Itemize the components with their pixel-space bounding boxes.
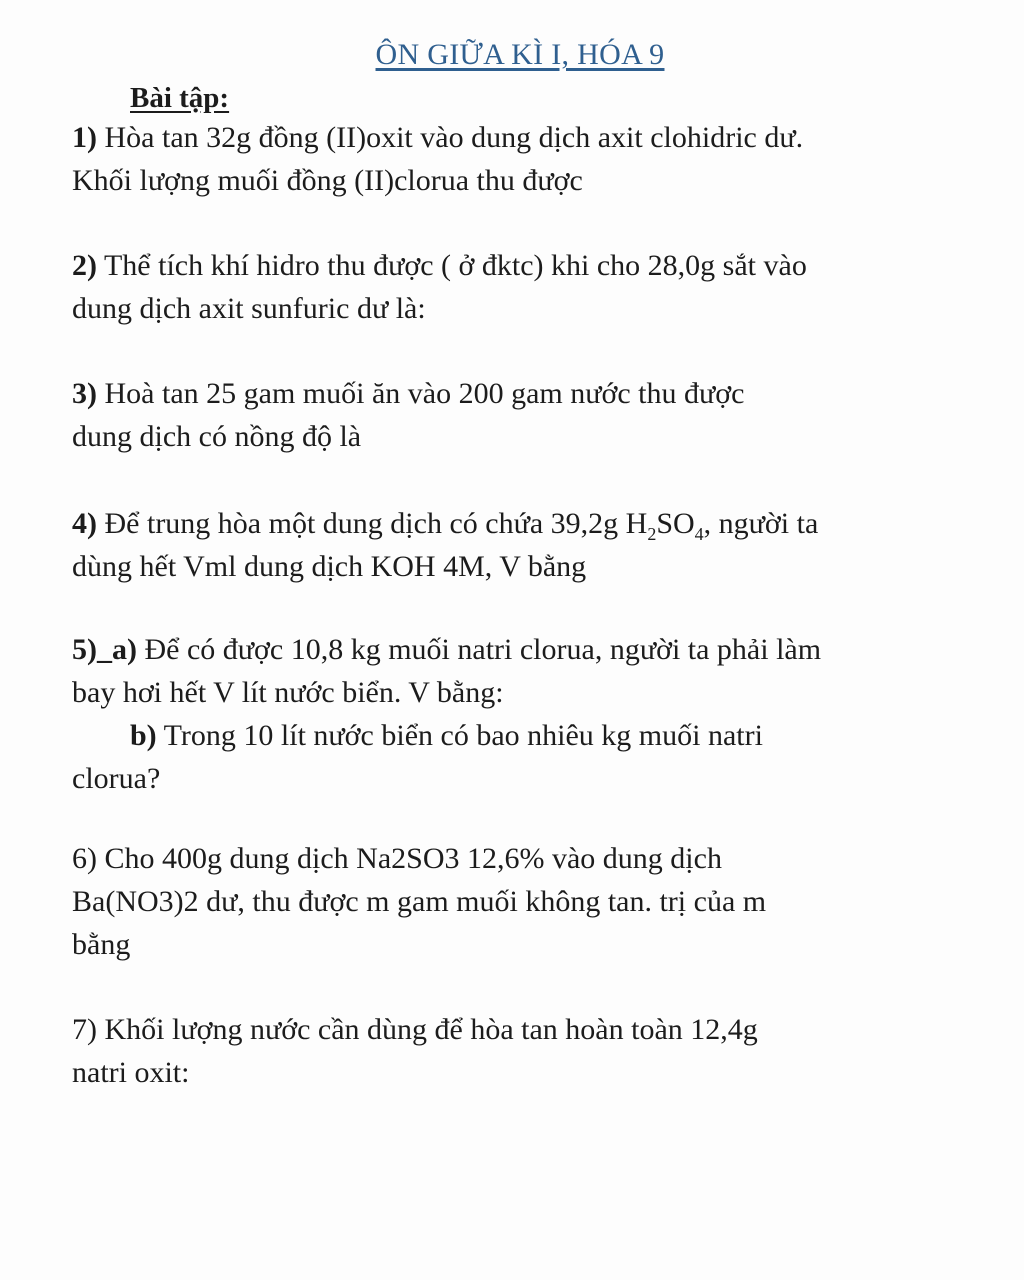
exercise-7-line-2: natri oxit: [72, 1056, 190, 1089]
exercise-5b-line-1: b) Trong 10 lít nước biển có bao nhiêu kg muối natri [130, 719, 763, 752]
document-title: ÔN GIỮA KÌ I, HÓA 9 [375, 38, 665, 71]
section-heading: Bài tập: [130, 82, 230, 114]
exercise-5a-line-2: bay hơi hết V lít nước biển. V bằng: [72, 676, 504, 709]
exercise-number: 3) [72, 377, 97, 410]
exercise-2-line-2: dung dịch axit sunfuric dư là: [72, 292, 426, 325]
exercise-number: 7) [72, 1013, 97, 1046]
exercise-3 [72, 372, 892, 458]
exercise-3-line-1: 3) Hoà tan 25 gam muối ăn vào 200 gam nước thu được [72, 377, 745, 410]
exercise-6 [72, 837, 892, 966]
exercise-4-line-2: dùng hết Vml dung dịch KOH 4M, V bằng [72, 550, 587, 583]
exercise-number: 5)_a) [72, 633, 137, 666]
exercise-6-line-3: bằng [72, 928, 131, 961]
exercise-2-line-1: 2) Thể tích khí hidro thu được ( ở đktc) khi cho 28,0g sắt vào [72, 249, 807, 282]
exercise-number: 6) [72, 842, 97, 875]
exercise-5 [72, 628, 892, 800]
exercise-number: 1) [72, 121, 97, 154]
exercise-4-line-1: 4) Để trung hòa một dung dịch có chứa 39,2g $H_2SO_4$, người ta [72, 507, 819, 544]
exercise-6-line-1: 6) Cho 400g dung dịch Na2SO3 12,6% vào dung dịch [72, 842, 722, 875]
exercise-5b-line-2: clorua? [72, 762, 161, 795]
exercise-1-line-1: 1) Hòa tan 32g đồng (II)oxit vào dung dịch axit clohidric dư. [72, 121, 804, 154]
exercise-1-line-2: Khối lượng muối đồng (II)clorua thu được [72, 164, 583, 197]
exercise-3-line-2: dung dịch có nồng độ là [72, 420, 362, 453]
exercise-6-line-2: Ba(NO3)2 dư, thu được m gam muối không tan. trị của m [72, 885, 767, 918]
exercise-number: 2) [72, 249, 97, 282]
exercise-4 [72, 502, 892, 588]
subpart-number: b) [130, 719, 157, 752]
exercise-7-line-1: 7) Khối lượng nước cần dùng để hòa tan hoàn toàn 12,4g [72, 1013, 758, 1046]
exercise-1 [72, 116, 892, 202]
exercise-5a-line-1: 5)_a) Để có được 10,8 kg muối natri clorua, người ta phải làm [72, 633, 822, 666]
exercise-number: 4) [72, 507, 97, 540]
exercise-7 [72, 1008, 892, 1094]
exercise-2 [72, 244, 892, 330]
